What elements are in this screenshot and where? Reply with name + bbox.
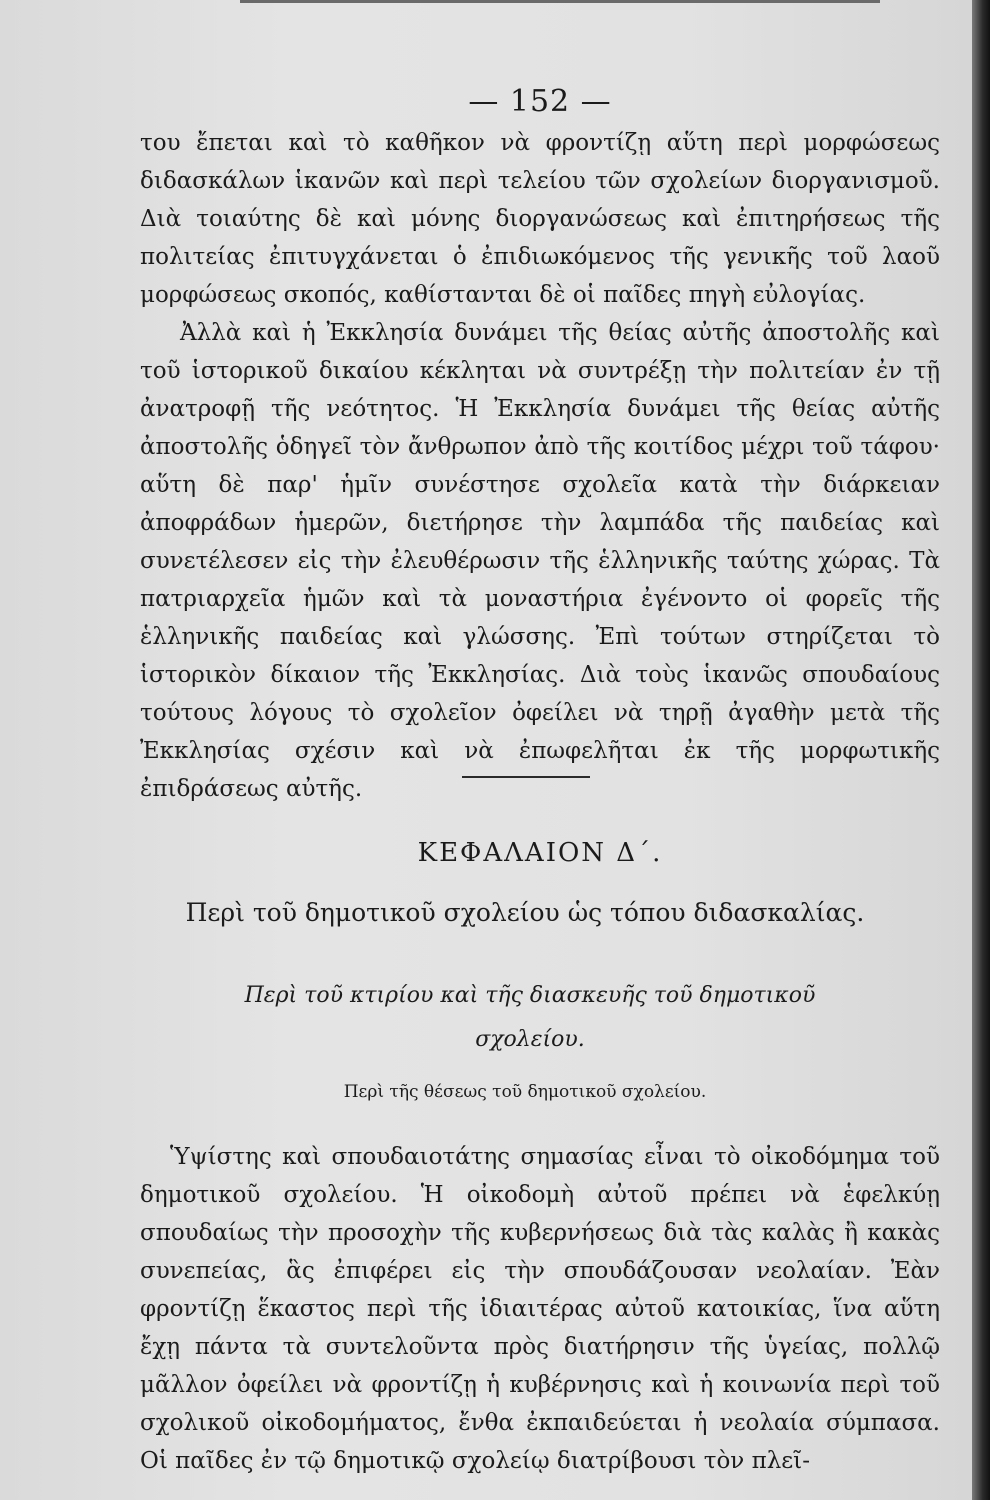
section-title: Περὶ τοῦ κτιρίου καὶ τῆς διασκευῆς τοῦ δημοτικοῦ σχολείου. — [244, 983, 816, 1052]
paragraph-school-building: Ὑψίστης καὶ σπουδαιοτάτης σημασίας εἶναι τὸ οἰκοδόμημα τοῦ δημοτικοῦ σχολείου. Ἡ οἰκοδομὴ αὐτοῦ πρέπει νὰ ἑφελκύῃ σπουδαίως τὴν προσοχὴν τῆς κυβερνήσεως διὰ τὰς καλὰς ἢ κακὰς συνεπείας, ἃς ἐπιφέρει εἰς τὴν σπουδάζουσαν νεολαίαν. Ἐὰν φροντίζῃ ἕκαστος περὶ τῆς ἰδιαιτέρας αὐτοῦ κατοικίας, ἵνα αὕτη ἔχῃ πάντα τὰ συντελοῦντα πρὸς διατήρησιν τῆς ὑγείας, πολλῷ μᾶλλον ὀφείλει νὰ φροντίζῃ ἡ κυβέρνησις καὶ ἡ κοινωνία περὶ τοῦ σχολικοῦ οἰκοδομήματος, ἔνθα ἐκπαιδεύεται ἡ νεολαία σύμπασα. Οἱ παῖδες ἐν τῷ δημοτικῷ σχολείῳ διατρίβουσι τὸν πλεῖ- — [140, 1144, 940, 1474]
page-edge-shadow — [972, 0, 990, 1500]
top-border-line — [240, 0, 880, 3]
page-number: — 152 — — [468, 84, 612, 119]
paragraph-continuation: του ἔπεται καὶ τὸ καθῆκον νὰ φροντίζῃ αὕτη περὶ μορφώσεως διδασκάλων ἱκανῶν καὶ περὶ τελείου τῶν σχολείων διοργανισμοῦ. Διὰ τοιαύτης δὲ καὶ μόνης διοργανώσεως καὶ ἐπιτηρήσεως τῆς πολιτείας ἐπιτυγχάνεται ὁ ἐπιδιωκόμενος τῆς γενικῆς τοῦ λαοῦ μορφώσεως σκοπός, καθίστανται δὲ οἱ παῖδες πηγὴ εὐλογίας. — [140, 130, 940, 308]
chapter-subtitle: Περὶ τοῦ δημοτικοῦ σχολείου ὡς τόπου διδασκαλίας. — [185, 898, 865, 927]
subsection-title: Περὶ τῆς θέσεως τοῦ δημοτικοῦ σχολείου. — [343, 1082, 707, 1102]
paragraph-church: Ἀλλὰ καὶ ἡ Ἐκκλησία δυνάμει τῆς θείας αὐτῆς ἀποστολῆς καὶ τοῦ ἱστορικοῦ δικαίου κέκληται νὰ συντρέξῃ τὴν πολιτείαν ἐν τῇ ἀνατροφῇ τῆς νεότητος. Ἡ Ἐκκλησία δυνάμει τῆς θείας αὐτῆς ἀποστολῆς ὁδηγεῖ τὸν ἄνθρωπον ἀπὸ τῆς κοιτίδος μέχρι τοῦ τάφου· αὕτη δὲ παρ' ἡμῖν συνέστησε σχολεῖα κατὰ τὴν διάρκειαν ἀποφράδων ἡμερῶν, διετήρησε τὴν λαμπάδα τῆς παιδείας καὶ συνετέλεσεν εἰς τὴν ἐλευθέρωσιν τῆς ἑλληνικῆς ταύτης χώρας. Τὰ πατριαρχεῖα ἡμῶν καὶ τὰ μοναστήρια ἐγένοντο οἱ φορεῖς τῆς ἑλληνικῆς παιδείας καὶ γλώσσης. Ἐπὶ τούτων στηρίζεται τὸ ἱστορικὸν δίκαιον τῆς Ἐκκλησίας. Διὰ τοὺς ἱκανῶς σπουδαίους τούτους λόγους τὸ σχολεῖον ὀφείλει νὰ τηρῇ ἀγαθὴν μετὰ τῆς Ἐκκλησίας σχέσιν καὶ νὰ ἐπωφελῆται ἐκ τῆς μορφωτικῆς ἐπιδράσεως αὐτῆς. — [140, 320, 940, 802]
chapter-title: ΚΕΦΑΛΑΙΟΝ Δ΄. — [417, 838, 663, 868]
section-divider — [462, 776, 590, 778]
